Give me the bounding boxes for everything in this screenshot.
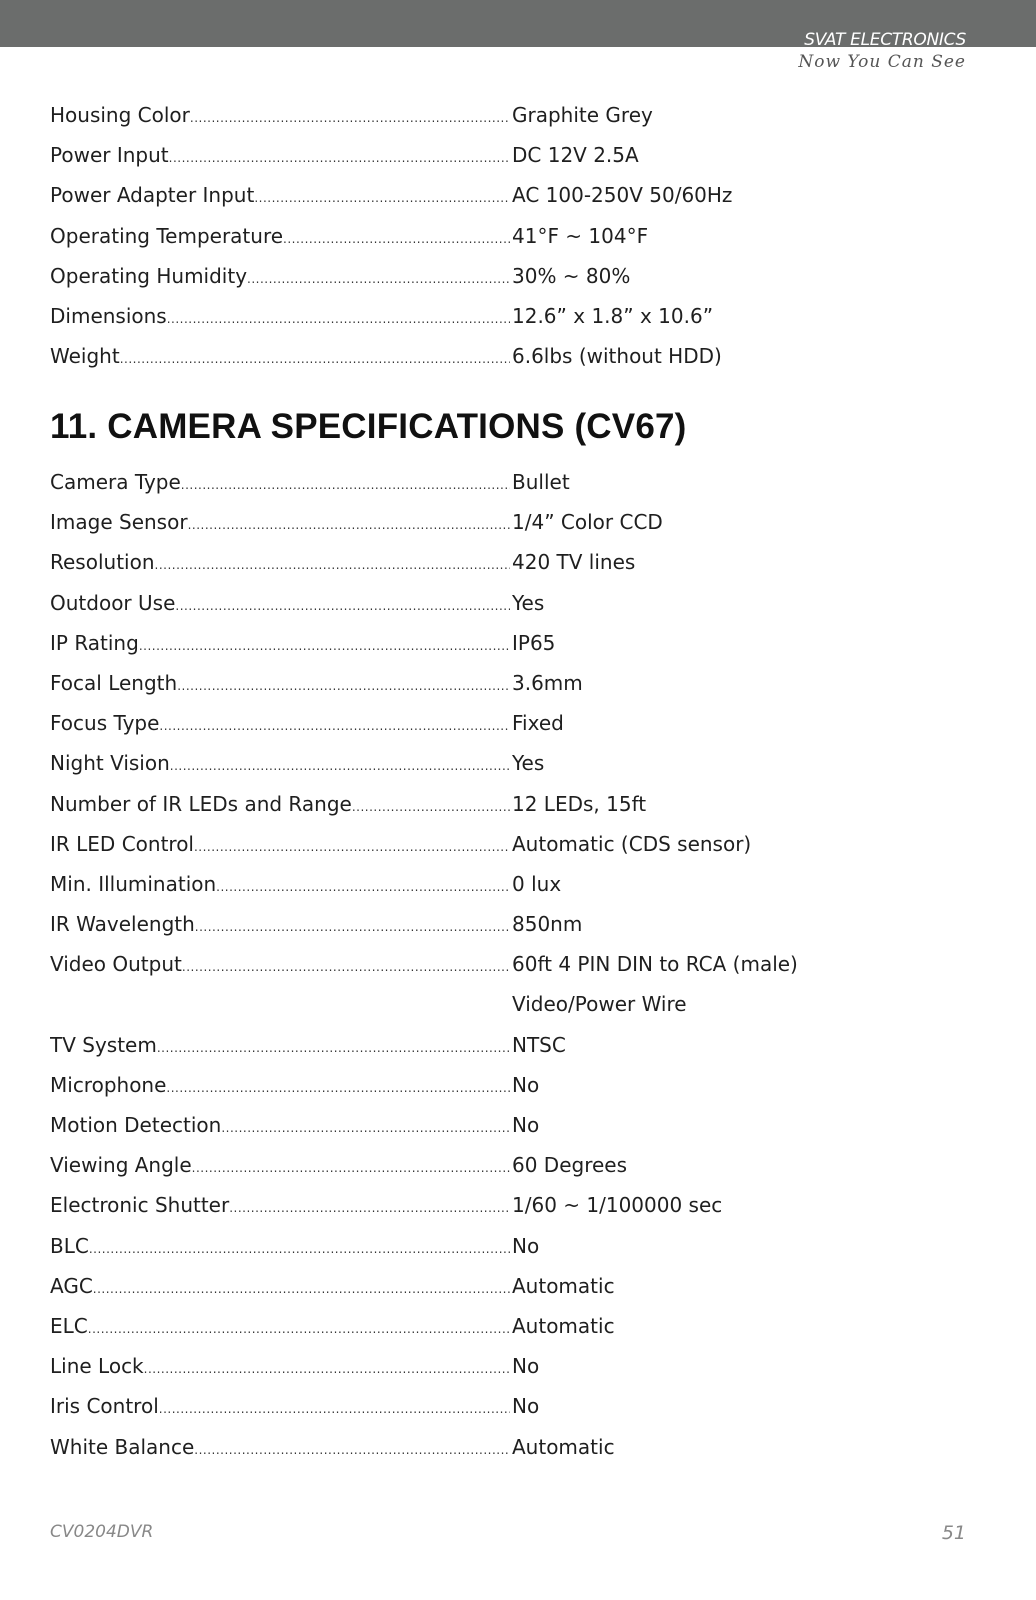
- spec-row: [50, 1032, 810, 1072]
- spec-label-wrap: [50, 509, 510, 538]
- dot-leader: [195, 914, 510, 940]
- dot-leader: [194, 1437, 510, 1463]
- spec-label: Min. Illumination: [50, 871, 217, 896]
- spec-label: Number of IR LEDs and Range: [50, 791, 352, 816]
- spec-row: [50, 303, 810, 343]
- spec-value: Automatic (CDS sensor): [512, 831, 752, 856]
- spec-row: [50, 1152, 810, 1192]
- spec-label: BLC: [50, 1233, 89, 1258]
- spec-label: IR Wavelength: [50, 912, 195, 937]
- spec-row: [50, 1313, 810, 1353]
- spec-value: 420 TV lines: [512, 550, 636, 575]
- spec-value: No: [512, 1354, 540, 1379]
- spec-value: Automatic: [512, 1273, 615, 1298]
- spec-row: [50, 102, 810, 142]
- spec-label: IR LED Control: [50, 831, 194, 856]
- spec-row: [50, 911, 810, 951]
- dot-leader: [169, 145, 510, 171]
- spec-label-wrap: [50, 670, 510, 699]
- spec-row: [50, 831, 810, 871]
- dot-leader: [139, 633, 510, 659]
- spec-label-wrap: [50, 469, 510, 498]
- dot-leader: [120, 346, 510, 372]
- spec-label-wrap: [50, 549, 510, 578]
- spec-row: [50, 630, 810, 670]
- spec-label-wrap: [50, 911, 510, 940]
- spec-label-wrap: [50, 1393, 510, 1422]
- spec-label-wrap: [50, 871, 510, 900]
- dot-leader: [159, 1396, 510, 1422]
- dot-leader: [182, 954, 510, 980]
- spec-value: Automatic: [512, 1313, 615, 1338]
- footer-model: CV0204DVR: [50, 1522, 154, 1542]
- dot-leader: [155, 552, 510, 578]
- spec-label: Weight: [50, 344, 120, 369]
- spec-value: 1/60 ~ 1/100000 sec: [512, 1193, 723, 1218]
- spec-row: [50, 871, 810, 911]
- spec-label-wrap: [50, 791, 510, 820]
- dot-leader: [170, 753, 510, 779]
- dot-leader: [216, 874, 510, 900]
- spec-value: Fixed: [512, 711, 564, 736]
- dot-leader: [88, 1316, 510, 1342]
- spec-value: 30% ~ 80%: [512, 263, 631, 288]
- spec-label: Electronic Shutter: [50, 1193, 230, 1218]
- spec-label-wrap: [50, 343, 510, 372]
- spec-value: No: [512, 1113, 540, 1137]
- spec-row: [50, 509, 810, 549]
- spec-label-wrap: [50, 1072, 510, 1101]
- spec-label: Motion Detection: [50, 1113, 222, 1137]
- spec-value: 850nm: [512, 912, 583, 937]
- dot-leader: [190, 105, 510, 131]
- dot-leader: [188, 512, 510, 538]
- dot-leader: [181, 472, 510, 498]
- spec-row: [50, 182, 810, 222]
- brand-tagline: Now You Can See: [798, 52, 966, 72]
- spec-row: [50, 1112, 810, 1152]
- dot-leader: [167, 306, 510, 332]
- spec-value: AC 100-250V 50/60Hz: [512, 183, 733, 208]
- spec-label-wrap: [50, 263, 510, 292]
- dot-leader: [157, 1035, 510, 1061]
- spec-label-wrap: [50, 1032, 510, 1061]
- brand-name: SVAT ELECTRONICS: [804, 30, 966, 50]
- spec-label-wrap: [50, 831, 510, 860]
- spec-value: 60ft 4 PIN DIN to RCA (male): [512, 952, 798, 977]
- spec-label: Focal Length: [50, 670, 178, 695]
- spec-label-wrap: [50, 142, 510, 171]
- dot-leader: [194, 834, 510, 860]
- dot-leader: [175, 593, 510, 619]
- dot-leader: [177, 673, 510, 699]
- spec-label: White Balance: [50, 1434, 195, 1459]
- spec-label: Microphone: [50, 1072, 167, 1097]
- spec-value: Yes: [512, 590, 545, 615]
- spec-label-wrap: [50, 951, 510, 980]
- spec-row: [50, 791, 810, 831]
- dot-leader: [247, 266, 510, 292]
- dot-leader: [221, 1115, 510, 1141]
- spec-label-wrap: [50, 102, 510, 131]
- spec-label-wrap: [50, 303, 510, 332]
- spec-row: [50, 223, 810, 263]
- dot-leader: [283, 226, 510, 252]
- spec-row: [50, 670, 810, 710]
- spec-label: Focus Type: [50, 711, 160, 736]
- spec-value: 6.6lbs (without HDD): [512, 344, 722, 369]
- spec-label-wrap: [50, 1313, 510, 1342]
- spec-value: 1/4” Color CCD: [512, 510, 663, 535]
- spec-value: 12 LEDs, 15ft: [512, 791, 647, 816]
- spec-label: Outdoor Use: [50, 590, 176, 615]
- dot-leader: [159, 713, 510, 739]
- spec-label: Iris Control: [50, 1394, 159, 1419]
- spec-row: [50, 590, 810, 630]
- spec-label-wrap: [50, 1192, 510, 1221]
- spec-row: [50, 469, 810, 509]
- spec-value-continuation: Video/Power Wire: [512, 992, 687, 1017]
- spec-value: NTSC: [512, 1032, 566, 1057]
- spec-label-wrap: [50, 1152, 510, 1181]
- spec-value: Bullet: [512, 470, 570, 494]
- spec-value: 41°F ~ 104°F: [512, 223, 649, 248]
- spec-label-wrap: [50, 223, 510, 252]
- spec-label: Power Adapter Input: [50, 183, 255, 208]
- spec-label: Viewing Angle: [50, 1153, 192, 1178]
- spec-row-continuation: [50, 991, 810, 1031]
- spec-row: [50, 263, 810, 303]
- spec-row: [50, 1072, 810, 1112]
- spec-value: No: [512, 1394, 540, 1419]
- spec-row: [50, 750, 810, 790]
- spec-row: [50, 951, 810, 991]
- dvr-spec-list: [50, 102, 810, 383]
- spec-label-wrap: [50, 590, 510, 619]
- spec-value: No: [512, 1072, 540, 1097]
- spec-label-wrap: [50, 710, 510, 739]
- spec-row: [50, 549, 810, 589]
- spec-value: 60 Degrees: [512, 1153, 628, 1178]
- spec-value: IP65: [512, 630, 556, 655]
- spec-label-wrap: [50, 1233, 510, 1262]
- spec-label-wrap: [50, 1353, 510, 1382]
- spec-label: Night Vision: [50, 751, 170, 776]
- spec-row: [50, 343, 810, 383]
- spec-row: [50, 1353, 810, 1393]
- spec-value: DC 12V 2.5A: [512, 143, 639, 168]
- spec-value: 3.6mm: [512, 670, 583, 695]
- spec-row: [50, 710, 810, 750]
- spec-value: Automatic: [512, 1434, 615, 1459]
- section-heading: 11. CAMERA SPECIFICATIONS (CV67): [50, 407, 687, 446]
- spec-label: Camera Type: [50, 470, 181, 494]
- camera-spec-list: [50, 469, 810, 1474]
- spec-label-wrap: [50, 1112, 510, 1141]
- spec-label: Video Output: [50, 952, 182, 977]
- spec-label: ELC: [50, 1313, 88, 1338]
- dot-leader: [352, 794, 510, 820]
- spec-label: Operating Humidity: [50, 263, 248, 288]
- spec-label-wrap: [50, 630, 510, 659]
- spec-label-wrap: [50, 1273, 510, 1302]
- spec-label: Housing Color: [50, 103, 190, 127]
- spec-label: IP Rating: [50, 630, 139, 655]
- spec-label: Image Sensor: [50, 510, 188, 535]
- spec-row: [50, 142, 810, 182]
- dot-leader: [192, 1155, 510, 1181]
- spec-label-wrap: [50, 1434, 510, 1463]
- spec-label: Line Lock: [50, 1354, 144, 1379]
- spec-row: [50, 1434, 810, 1474]
- dot-leader: [254, 185, 510, 211]
- spec-row: [50, 1192, 810, 1232]
- spec-value: No: [512, 1233, 540, 1258]
- page-number: 51: [941, 1522, 966, 1544]
- spec-row: [50, 1233, 810, 1273]
- spec-label: TV System: [50, 1032, 157, 1057]
- dot-leader: [89, 1236, 510, 1262]
- spec-label: AGC: [50, 1273, 93, 1298]
- spec-label-wrap: [50, 750, 510, 779]
- spec-label: Dimensions: [50, 303, 167, 328]
- spec-value: Graphite Grey: [512, 103, 653, 127]
- dot-leader: [93, 1276, 510, 1302]
- spec-row: [50, 1273, 810, 1313]
- dot-leader: [144, 1356, 510, 1382]
- spec-label: Power Input: [50, 143, 169, 168]
- spec-value: Yes: [512, 751, 545, 776]
- spec-value: 0 lux: [512, 871, 562, 896]
- spec-label: Operating Temperature: [50, 223, 284, 248]
- spec-value: 12.6” x 1.8” x 10.6”: [512, 303, 714, 328]
- dot-leader: [166, 1075, 510, 1101]
- spec-label-wrap: [50, 182, 510, 211]
- spec-row: [50, 1393, 810, 1433]
- dot-leader: [229, 1195, 510, 1221]
- spec-label: Resolution: [50, 550, 155, 575]
